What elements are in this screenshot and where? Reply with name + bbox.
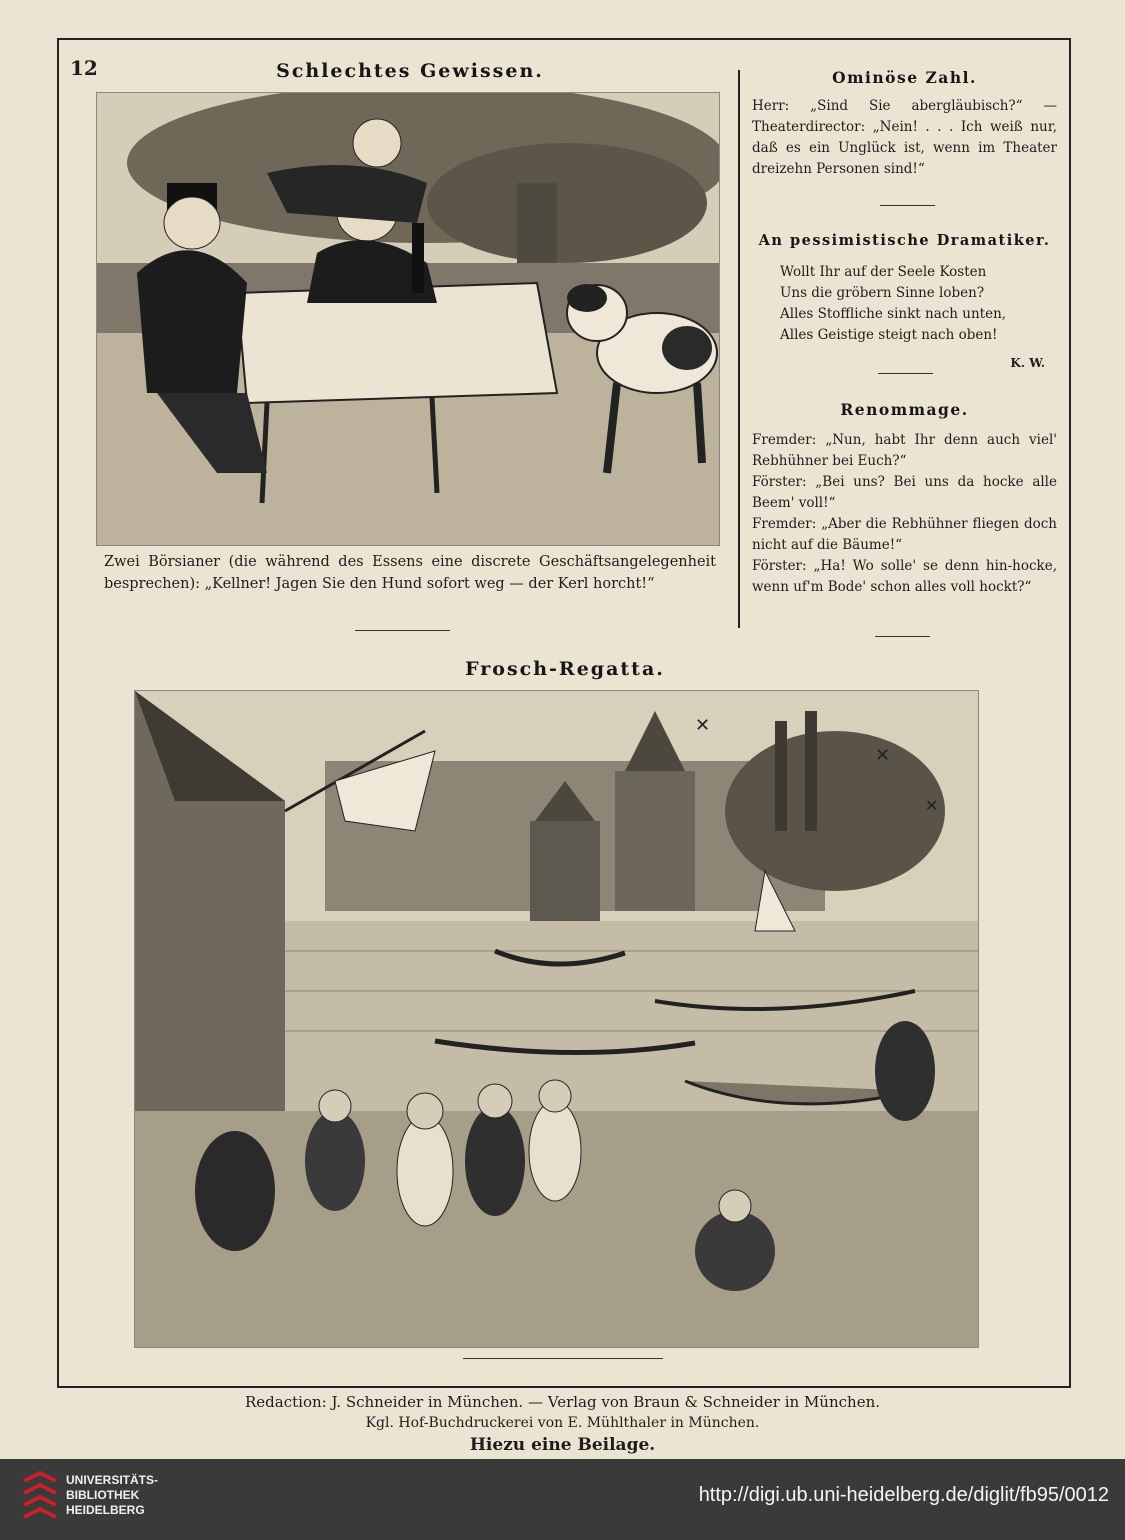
piece2-title: An pessimistische Dramatiker. <box>758 232 1051 249</box>
footer-line2: Kgl. Hof-Buchdruckerei von E. Mühlthaler in München. <box>365 1415 760 1431</box>
piece3-title: Renommage. <box>840 400 969 419</box>
column-rule <box>738 70 740 628</box>
svg-text:✕: ✕ <box>695 715 711 736</box>
frog-regatta-drawing <box>135 691 978 1347</box>
library-name <box>66 1473 158 1518</box>
footer-line3: Hiezu eine Beilage. <box>469 1435 656 1455</box>
separator-piece3 <box>875 636 930 637</box>
poem-line: Wollt Ihr auf der Seele Kosten <box>780 264 987 280</box>
poem-line: Alles Stoffliche sinkt nach unten, <box>780 306 1007 322</box>
library-name-line: HEIDELBERG <box>66 1503 145 1517</box>
library-name-line: BIBLIOTHEK <box>66 1488 140 1502</box>
comic1-caption: Zwei Börsianer (die während des Essens eine discrete Geschäftsangelegenheit besprechen): „Kellner! Jagen Sie den Hund sofort weg — der Kerl horcht!“ <box>104 554 716 592</box>
separator-piece2 <box>878 373 933 374</box>
footer-line1: Redaction: J. Schneider in München. — Verlag von Braun & Schneider in München. <box>245 1393 880 1411</box>
piece3-paragraph: Fremder: „Nun, habt Ihr denn auch viel' Rebhühner bei Euch?“ <box>752 432 1057 469</box>
piece3-text <box>752 430 1057 598</box>
piece3-paragraph: Förster: „Ha! Wo solle' se denn hin-hocke, wenn uf'm Bode' schon alles voll hockt?“ <box>752 558 1057 595</box>
page-number: 12 <box>70 56 98 80</box>
source-url-link[interactable]: http://digi.ub.uni-heidelberg.de/diglit/fb95/0012 <box>698 1484 1109 1506</box>
restaurant-scene-drawing <box>97 93 719 545</box>
separator-piece1 <box>880 205 935 206</box>
piece2-poem <box>780 262 1050 346</box>
comic2-title: Frosch-Regatta. <box>465 658 665 680</box>
piece1-text: Herr: „Sind Sie abergläubisch?“ — Theaterdirector: „Nein! . . . Ich weiß nur, daß es ein Unglück ist, wenn im Theater dreizehn Personen sind!“ <box>752 98 1057 177</box>
piece2-signature: K. W. <box>1010 356 1045 370</box>
piece3-paragraph: Förster: „Bei uns? Bei uns da hocke alle Beem' voll!“ <box>752 474 1057 511</box>
piece3-paragraph: Fremder: „Aber die Rebhühner fliegen doch nicht auf die Bäume!“ <box>752 516 1057 553</box>
library-logo-icon <box>20 1471 60 1523</box>
comic2-illustration <box>134 690 979 1348</box>
comic1-illustration <box>96 92 720 546</box>
separator-comic1 <box>355 630 450 631</box>
poem-line: Alles Geistige steigt nach oben! <box>780 327 998 343</box>
poem-line: Uns die gröbern Sinne loben? <box>780 285 985 301</box>
comic1-title: Schlechtes Gewissen. <box>276 60 544 82</box>
piece1-title: Ominöse Zahl. <box>832 68 977 87</box>
svg-text:✕: ✕ <box>925 796 939 815</box>
library-bar <box>0 1459 1125 1540</box>
svg-text:✕: ✕ <box>875 745 891 766</box>
separator-comic2 <box>463 1358 663 1359</box>
library-name-line: UNIVERSITÄTS- <box>66 1473 159 1487</box>
